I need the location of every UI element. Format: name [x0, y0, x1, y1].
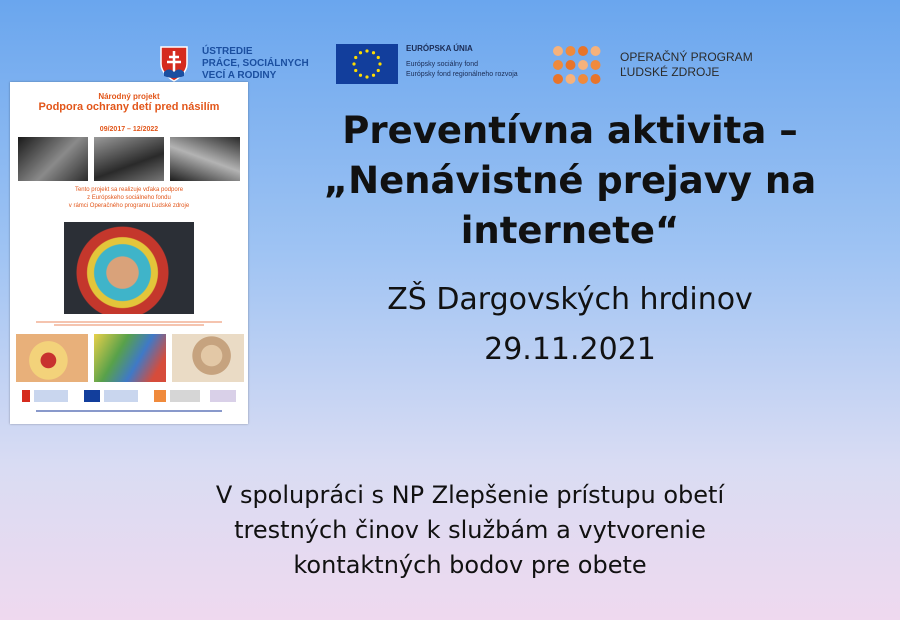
op-logo	[552, 44, 792, 88]
activity-headline	[270, 106, 870, 256]
poster-eu-text-icon	[104, 390, 138, 402]
eu-star	[378, 62, 381, 65]
cooperation-line-2: trestných činov k službám a vytvorenie	[234, 516, 706, 544]
poster-footer	[10, 410, 248, 412]
poster-desc-line-3: v rámci Operačného programu Ľudské zdroje	[68, 203, 190, 209]
op-line-1: OPERAČNÝ PROGRAM	[620, 50, 753, 64]
eu-star	[377, 69, 380, 72]
poster-eu-flag-icon	[84, 390, 100, 402]
eu-star	[354, 56, 357, 59]
operational-programme-dots-icon	[552, 44, 602, 88]
poster-photo-color-3	[172, 334, 244, 382]
eu-title: EURÓPSKA ÚNIA	[406, 44, 473, 53]
headline-line-2: „Nenávistné prejavy na	[323, 159, 817, 202]
eu-flag-icon	[336, 44, 398, 84]
poster-photo-color-2	[94, 334, 166, 382]
logo-strip	[160, 42, 800, 92]
poster-op-text-icon	[170, 390, 200, 402]
poster-photo-color-1	[16, 334, 88, 382]
poster-title	[10, 101, 248, 113]
eu-star	[359, 51, 362, 54]
event-date: 29.11.2021	[484, 332, 656, 367]
eu-star	[372, 74, 375, 77]
ministry-name	[202, 46, 309, 82]
poster-coat-of-arms-icon	[22, 390, 30, 402]
poster-op-dots-icon	[154, 390, 166, 402]
op-dot	[578, 74, 588, 84]
eu-star	[372, 51, 375, 54]
ministry-line-2: PRÁCE, SOCIÁLNYCH	[202, 58, 309, 69]
poster-partner-icon	[210, 390, 236, 402]
poster-title-line-1: Podpora ochrany detí pred násilím	[38, 101, 220, 113]
eu-fund-line-1: Európsky sociálny fond	[406, 61, 478, 68]
poster-kicker: Národný projekt	[98, 92, 160, 101]
op-dot	[553, 74, 563, 84]
op-dot	[566, 60, 576, 70]
eu-text	[406, 44, 518, 80]
op-dot	[591, 60, 601, 70]
poster-photo-bw-2	[94, 137, 164, 181]
poster-desc-line-1: Tento projekt sa realizuje vďaka podpore	[74, 187, 184, 193]
op-dot	[578, 60, 588, 70]
poster-ministry-text-icon	[34, 390, 68, 402]
headline-line-3: internete“	[460, 209, 680, 252]
op-text	[620, 50, 753, 80]
op-dot	[578, 46, 588, 56]
poster-photo-bw-1	[18, 137, 88, 181]
op-dot	[566, 46, 576, 56]
eu-star	[352, 62, 355, 65]
poster-photo-bw-3	[170, 137, 240, 181]
op-line-2: ĽUDSKÉ ZDROJE	[620, 65, 720, 79]
eu-star	[365, 49, 368, 52]
eu-star	[359, 74, 362, 77]
eu-fund-line-2: Európsky fond regionálneho rozvoja	[406, 71, 518, 78]
cooperation-line-1: V spolupráci s NP Zlepšenie prístupu obetí	[215, 481, 725, 509]
poster-desc-line-2: z Európskeho sociálneho fondu	[87, 195, 171, 201]
poster-logo-strip	[18, 390, 240, 404]
cooperation-text	[90, 478, 850, 583]
poster-description	[10, 186, 248, 210]
cooperation-line-3: kontaktných bodov pre obete	[293, 551, 647, 579]
eu-star	[365, 75, 368, 78]
eu-star	[377, 56, 380, 59]
headline-line-1: Preventívna aktivita –	[342, 109, 798, 152]
op-dot	[553, 60, 563, 70]
eu-logo	[336, 44, 546, 88]
op-dot	[591, 46, 601, 56]
ministry-line-1: ÚSTREDIE	[202, 46, 253, 57]
eu-star	[354, 69, 357, 72]
project-poster	[10, 82, 248, 424]
poster-dates: 09/2017 – 12/2022	[99, 126, 159, 133]
school-name: ZŠ Dargovských hrdinov	[387, 282, 753, 317]
op-dot	[553, 46, 563, 56]
ministry-line-3: VECÍ A RODINY	[202, 70, 277, 81]
poster-photo-painted-hands	[64, 222, 194, 314]
poster-subtext	[30, 320, 228, 327]
op-dot	[591, 74, 601, 84]
op-dot	[566, 74, 576, 84]
slovak-coat-of-arms-icon	[160, 46, 188, 82]
